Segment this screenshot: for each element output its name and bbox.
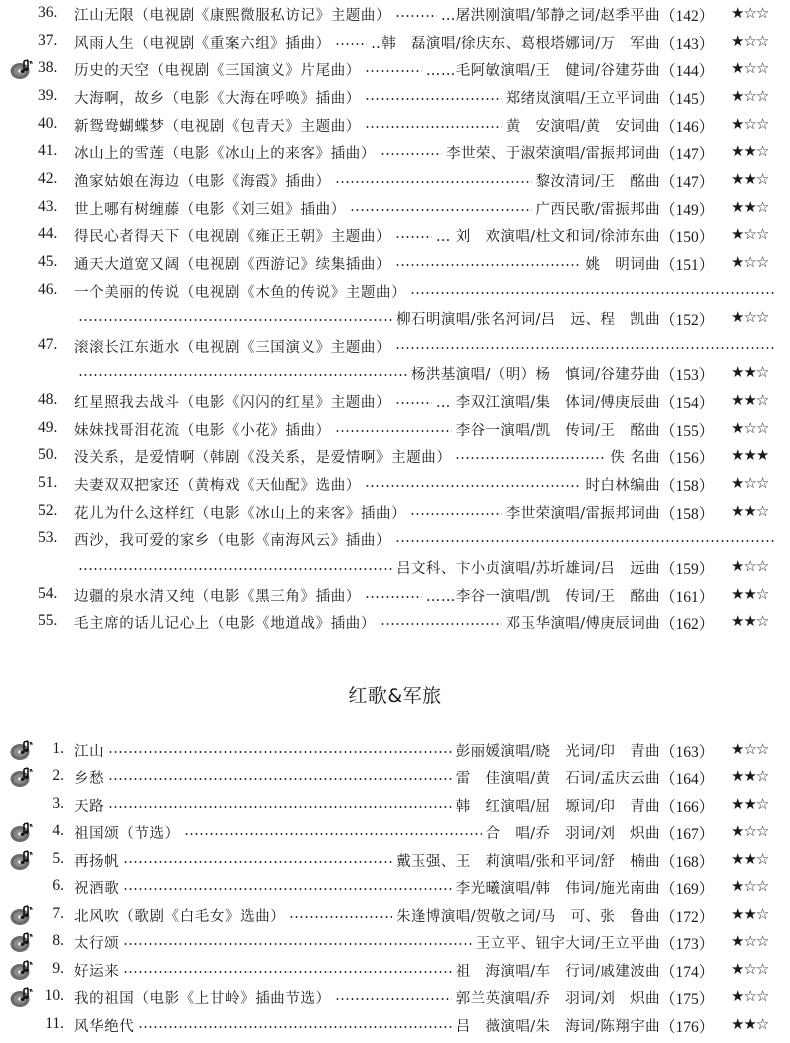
song-title[interactable]: 江山 (74, 744, 105, 760)
dot-leader (123, 861, 392, 863)
entry-number: 9. (52, 959, 64, 977)
song-entry[interactable] (0, 221, 790, 249)
song-entry[interactable] (0, 0, 790, 28)
entry-number: 6. (52, 877, 64, 895)
song-title[interactable]: 北风吹（歌剧《白毛女》选曲） (74, 908, 286, 925)
entry-number: 40. (38, 114, 58, 132)
entry-number: 36. (38, 4, 58, 21)
credits: 彭丽媛演唱/晓 光词/印 青曲 (455, 744, 660, 760)
difficulty-stars: ★☆☆ (731, 252, 769, 271)
page-number: （142） (660, 8, 715, 25)
entry-number: 55. (38, 612, 58, 630)
page-number: （143） (660, 35, 715, 53)
difficulty-stars: ★★☆ (731, 363, 769, 382)
cd-music-icon[interactable] (10, 821, 36, 843)
song-entry[interactable] (0, 442, 790, 470)
entry-number: 42. (38, 169, 58, 187)
credits: 吕文科、卞小贞演唱/苏圻雄词/吕 远曲 (396, 561, 660, 577)
entry-number: 47. (38, 335, 58, 353)
song-entry[interactable] (0, 55, 790, 83)
song-entry[interactable] (0, 470, 790, 498)
credits: 朱逢博演唱/贺敬之词/马 可、张 鲁曲 (396, 908, 660, 925)
song-title[interactable]: 西沙，我可爱的家乡（电影《南海风云》插曲） (74, 533, 392, 550)
difficulty-stars: ★★☆ (731, 1014, 769, 1033)
cd-music-icon[interactable] (10, 849, 36, 871)
dot-leader (365, 596, 422, 598)
credits: 郭兰英演唱/乔 羽词/刘 炽曲 (455, 991, 660, 1008)
credits: 李光曦演唱/韩 伟词/施光南曲 (455, 881, 660, 898)
difficulty-stars: ★☆☆ (731, 877, 769, 896)
credits: ……毛阿敏演唱/王 健词/谷建芬曲 (425, 63, 660, 80)
song-title[interactable]: 太行颂 (74, 936, 120, 953)
song-title[interactable]: 好运来 (74, 963, 120, 980)
dot-leader (123, 888, 451, 890)
credits: 韩 红演唱/屈 塬词/印 青曲 (455, 798, 660, 815)
song-title[interactable]: 天路 (74, 798, 105, 815)
song-entry[interactable] (0, 791, 790, 819)
cd-music-icon[interactable] (10, 931, 36, 953)
entry-number: 41. (38, 142, 58, 160)
song-title[interactable]: 夫妻双双把家还（黄梅戏《天仙配》选曲） (74, 478, 361, 495)
song-entry[interactable] (0, 249, 790, 277)
difficulty-stars: ★☆☆ (731, 418, 769, 437)
song-entry[interactable] (0, 111, 790, 139)
page-number: （147） (660, 146, 715, 164)
dot-leader (395, 402, 432, 404)
song-title[interactable]: 妹妹找哥泪花流（电影《小花》插曲） (74, 422, 331, 439)
dot-leader (395, 15, 437, 17)
song-entry[interactable] (0, 138, 790, 166)
page-number: （164） (660, 771, 715, 789)
page-number: （155） (660, 422, 715, 440)
difficulty-stars: ★★☆ (731, 612, 769, 631)
dot-leader (78, 319, 392, 321)
song-entry-continuation (0, 359, 790, 387)
page-number: （153） (660, 367, 715, 385)
credits: 李谷一演唱/凯 传词/王 酩曲 (455, 422, 660, 439)
cd-music-icon[interactable] (10, 959, 36, 981)
page-number: （159） (660, 561, 715, 578)
cd-music-icon[interactable] (10, 739, 36, 761)
dot-leader (108, 751, 452, 753)
difficulty-stars: ★★☆ (731, 169, 769, 188)
page-number: （161） (660, 588, 715, 606)
song-entry[interactable] (0, 28, 790, 56)
cd-music-icon[interactable] (10, 986, 36, 1008)
credits: 黄 安演唱/黄 安词曲 (505, 118, 660, 135)
song-title[interactable]: 一个美丽的传说（电视剧《木鱼的传说》主题曲） (74, 284, 407, 301)
difficulty-stars: ★☆☆ (731, 474, 769, 493)
dot-leader (289, 916, 392, 918)
page-number: （173） (660, 936, 715, 954)
page-number: （146） (660, 118, 715, 136)
page-number: （151） (660, 256, 715, 274)
credits: 柳石明演唱/张名河词/吕 远、程 凯曲 (396, 312, 660, 329)
song-title[interactable]: 风雨人生（电视剧《重案六组》插曲） (74, 35, 331, 52)
entry-number: 54. (38, 584, 58, 602)
song-title[interactable]: 大海啊，故乡（电影《大海在呼唤》插曲） (74, 90, 361, 107)
page-number: （158） (660, 505, 715, 523)
dot-leader (350, 209, 532, 211)
song-entry[interactable] (0, 581, 790, 609)
dot-leader (123, 943, 472, 945)
dot-leader (184, 833, 482, 835)
credits: 黎汝清词/王 酩曲 (535, 173, 660, 190)
dot-leader (380, 623, 502, 625)
song-title[interactable]: 毛主席的话儿记心上（电影《地道战》插曲） (74, 616, 376, 633)
difficulty-stars: ★☆☆ (731, 959, 769, 978)
page-number: （172） (660, 908, 715, 926)
entry-number: 46. (38, 280, 58, 298)
song-entry[interactable] (0, 194, 790, 222)
difficulty-stars: ★★☆ (731, 849, 769, 868)
page-number: （152） (660, 312, 715, 330)
song-title[interactable]: 祝酒歌 (74, 881, 120, 898)
song-entry-continuation (0, 553, 790, 581)
song-entry[interactable] (0, 166, 790, 194)
dot-leader (455, 457, 606, 459)
entry-number: 37. (38, 31, 58, 49)
entry-number: 51. (38, 474, 58, 492)
song-title[interactable]: 祖国颂（节选） (74, 826, 180, 843)
difficulty-stars: ★★☆ (731, 142, 769, 161)
credits: 王立平、钮宇大词/王立平曲 (475, 936, 660, 953)
page-number: （154） (660, 395, 715, 413)
credits: 佚 名曲 (610, 450, 660, 467)
entry-number: 2. (52, 767, 64, 785)
credits: 杨洪基演唱/（明）杨 慎词/谷建芬曲 (411, 367, 660, 384)
dot-leader (365, 98, 502, 100)
credits: 姚 明词曲 (585, 256, 660, 273)
entry-number: 10. (44, 987, 64, 1005)
difficulty-stars: ★☆☆ (731, 557, 769, 575)
dot-leader (108, 806, 452, 808)
difficulty-stars: ★☆☆ (731, 31, 769, 50)
difficulty-stars: ★★☆ (731, 904, 769, 923)
song-entry[interactable] (0, 1011, 790, 1039)
song-entry[interactable] (0, 846, 790, 874)
song-title[interactable]: 江山无限（电视剧《康熙微服私访记》主题曲） (74, 8, 392, 24)
credits: 李世荣、于淑荣演唱/雷振邦词曲 (446, 146, 660, 163)
difficulty-stars: ★☆☆ (731, 822, 769, 841)
entry-number: 3. (52, 794, 64, 812)
song-entry[interactable] (0, 873, 790, 901)
dot-leader (78, 568, 392, 570)
dot-leader (410, 292, 775, 294)
difficulty-stars: ★★★ (731, 446, 769, 465)
difficulty-stars: ★★☆ (731, 197, 769, 216)
dot-leader (395, 236, 432, 238)
song-entry[interactable] (0, 736, 790, 764)
entry-number: 53. (38, 529, 58, 547)
page-number: （176） (660, 1018, 715, 1036)
difficulty-stars: ★★☆ (731, 794, 769, 813)
song-entry[interactable] (0, 415, 790, 443)
entry-number: 39. (38, 86, 58, 104)
entry-number: 49. (38, 418, 58, 436)
dot-leader (380, 153, 442, 155)
song-entry[interactable] (0, 818, 790, 846)
entry-number: 1. (52, 740, 64, 757)
entry-number: 7. (52, 904, 64, 922)
song-entry[interactable] (0, 956, 790, 984)
page-number: （163） (660, 744, 715, 761)
song-entry[interactable] (0, 83, 790, 111)
song-entry[interactable] (0, 983, 790, 1011)
credits: … 李双江演唱/集 体词/傅庚辰曲 (435, 395, 660, 412)
page-number: （147） (660, 173, 715, 191)
song-entry[interactable] (0, 498, 790, 526)
entry-number: 11. (45, 1014, 64, 1032)
song-entry[interactable] (0, 763, 790, 791)
song-entry[interactable] (0, 608, 790, 636)
credits: 祖 海演唱/车 行词/戚建波曲 (455, 963, 660, 980)
dot-leader (395, 264, 581, 266)
entry-number: 50. (38, 446, 58, 464)
song-title[interactable]: 风华绝代 (74, 1018, 135, 1035)
difficulty-stars: ★☆☆ (731, 4, 769, 22)
song-entry[interactable] (0, 387, 790, 415)
entry-number: 43. (38, 197, 58, 215)
song-title[interactable]: 渔家姑娘在海边（电影《海霞》插曲） (74, 173, 331, 190)
difficulty-stars: ★☆☆ (731, 932, 769, 951)
credits: 合 唱/乔 羽词/刘 炽曲 (485, 826, 660, 843)
credits: …屠洪刚演唱/邹静之词/赵季平曲 (440, 8, 660, 24)
entry-number: 44. (38, 225, 58, 243)
cd-music-icon[interactable] (10, 766, 36, 788)
song-entry[interactable] (0, 928, 790, 956)
song-title[interactable]: 我的祖国（电影《上甘岭》插曲节选） (74, 991, 331, 1008)
dot-leader (335, 181, 532, 183)
dot-leader (395, 347, 775, 349)
page-number: （167） (660, 826, 715, 844)
song-title[interactable]: 乡愁 (74, 771, 105, 788)
dot-leader (335, 43, 367, 45)
dot-leader (108, 778, 452, 780)
dot-leader (335, 998, 452, 1000)
page-number: （145） (660, 90, 715, 108)
dot-leader (395, 540, 775, 542)
page-number: （144） (660, 63, 715, 81)
entry-number: 38. (38, 59, 58, 77)
credits: 雷 佳演唱/黄 石词/孟庆云曲 (455, 771, 660, 788)
dot-leader (123, 971, 451, 973)
page-number: （166） (660, 798, 715, 816)
page-number: （156） (660, 450, 715, 468)
entry-number: 52. (38, 501, 58, 519)
song-title[interactable]: 滚滚长江东逝水（电视剧《三国演义》主题曲） (74, 339, 392, 356)
page-number: （174） (660, 963, 715, 981)
difficulty-stars: ★★☆ (731, 501, 769, 520)
dot-leader (365, 70, 422, 72)
dot-leader (365, 126, 502, 128)
cd-music-icon[interactable] (10, 904, 36, 926)
dot-leader (138, 1026, 451, 1028)
credits: 时白林编曲 (585, 478, 660, 495)
section-heading: 红歌&军旅 (348, 685, 442, 707)
difficulty-stars: ★★☆ (731, 767, 769, 786)
song-title[interactable]: 冰山上的雪莲（电影《冰山上的来客》插曲） (74, 146, 376, 163)
page-number: （149） (660, 201, 715, 219)
credits: 邓玉华演唱/傅庚辰词曲 (505, 616, 660, 633)
credits: 李世荣演唱/雷振邦词曲 (505, 505, 660, 522)
credits: 广西民歌/雷振邦曲 (535, 201, 660, 218)
page-number: （168） (660, 853, 715, 871)
entry-number: 45. (38, 252, 58, 270)
entry-number: 48. (38, 391, 58, 409)
song-title[interactable]: 通天大道宽又阔（电视剧《西游记》续集插曲） (74, 256, 392, 273)
difficulty-stars: ★☆☆ (731, 225, 769, 244)
song-entry-continuation (0, 304, 790, 332)
song-title[interactable]: 花儿为什么这样红（电影《冰山上的来客》插曲） (74, 505, 407, 522)
song-title[interactable]: 新鸳鸯蝴蝶梦（电视剧《包青天》主题曲） (74, 118, 361, 135)
dot-leader (78, 374, 407, 376)
difficulty-stars: ★☆☆ (731, 86, 769, 105)
difficulty-stars: ★☆☆ (731, 987, 769, 1006)
entry-number: 8. (52, 932, 64, 950)
credits: … 刘 欢演唱/杜文和词/徐沛东曲 (435, 229, 660, 246)
credits: ‥韩 磊演唱/徐庆东、葛根塔娜词/万 军曲 (371, 35, 660, 52)
cd-music-icon[interactable] (10, 58, 36, 80)
credits: ……李谷一演唱/凯 传词/王 酩曲 (425, 588, 660, 605)
song-entry[interactable] (0, 332, 790, 360)
credits: 戴玉强、王 莉演唱/张和平词/舒 楠曲 (396, 853, 660, 870)
song-title[interactable]: 红星照我去战斗（电影《闪闪的红星》主题曲） (74, 395, 392, 412)
page-number: （169） (660, 881, 715, 899)
credits: 郑绪岚演唱/王立平词曲 (505, 90, 660, 107)
page-number: （150） (660, 229, 715, 247)
song-title[interactable]: 世上哪有树缠藤（电影《刘三姐》插曲） (74, 201, 346, 218)
song-entry[interactable] (0, 525, 790, 553)
song-entry[interactable] (0, 901, 790, 929)
page-number: （158） (660, 478, 715, 496)
dot-leader (365, 485, 582, 487)
difficulty-stars: ★★☆ (731, 584, 769, 603)
dot-leader (335, 430, 452, 432)
difficulty-stars: ★☆☆ (731, 740, 769, 758)
song-title[interactable]: 没关系，是爱情啊（韩剧《没关系，是爱情啊》主题曲） (74, 450, 452, 467)
credits: 吕 薇演唱/朱 海词/陈翔宇曲 (455, 1018, 660, 1035)
page-number: （175） (660, 991, 715, 1009)
entry-number: 4. (52, 822, 64, 840)
difficulty-stars: ★★☆ (731, 391, 769, 410)
song-title[interactable]: 历史的天空（电视剧《三国演义》片尾曲） (74, 63, 361, 80)
difficulty-stars: ★☆☆ (731, 114, 769, 133)
entry-number: 5. (52, 849, 64, 867)
dot-leader (410, 513, 502, 515)
difficulty-stars: ★☆☆ (731, 308, 769, 327)
song-entry[interactable] (0, 277, 790, 305)
song-title[interactable]: 再扬帆 (74, 853, 120, 870)
song-title[interactable]: 边疆的泉水清又纯（电影《黑三角》插曲） (74, 588, 361, 605)
page-number: （162） (660, 616, 715, 634)
difficulty-stars: ★☆☆ (731, 59, 769, 78)
song-title[interactable]: 得民心者得天下（电视剧《雍正王朝》主题曲） (74, 229, 392, 246)
